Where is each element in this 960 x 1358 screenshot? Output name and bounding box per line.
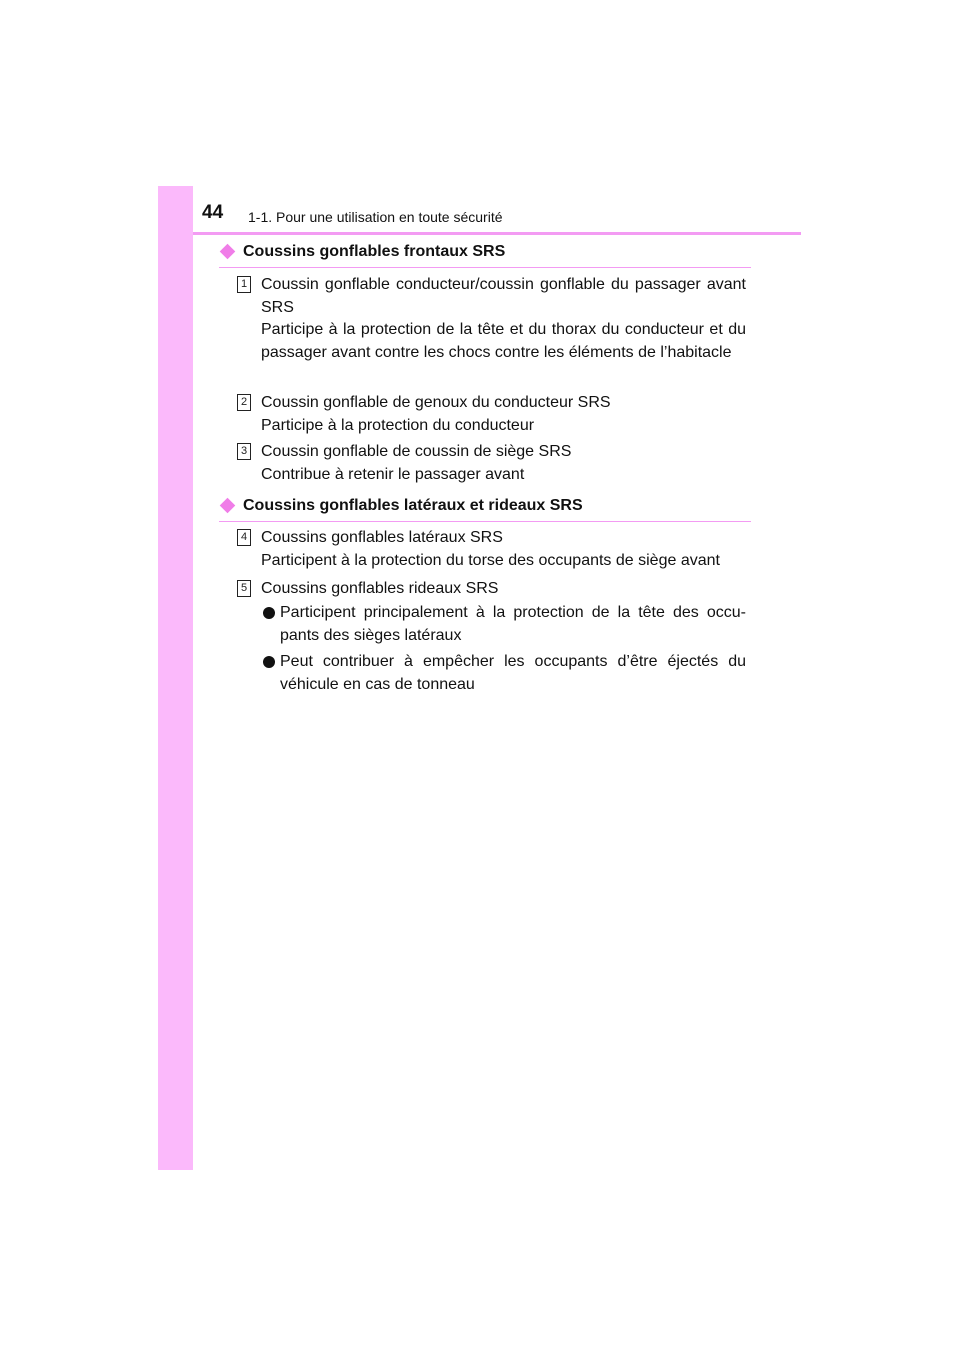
bullet-text: Peut contribuer à empêcher les occupants d’être éjectés du véhicule en cas de tonneau xyxy=(280,653,746,693)
item-title: Coussin gonflable de genoux du conducteur SRS xyxy=(261,394,611,411)
header-rule xyxy=(193,232,801,235)
section-heading-label: Coussins gonflables frontaux SRS xyxy=(243,243,506,260)
item-description: Participent à la protection du torse des occupants de siège avant xyxy=(261,551,720,569)
item-title: Coussin gonflable conducteur/coussin gonflable du passager avant SRS xyxy=(261,276,746,316)
item-number-marker: 5 xyxy=(237,580,251,597)
item-driver-passenger-airbag xyxy=(261,274,746,364)
item-curtain-airbags xyxy=(261,578,746,601)
bullet-item xyxy=(261,602,746,647)
item-description: Participe à la protection de la tête et du thorax du conducteur et du passager avant contre les chocs contre les éléments de l’habitacle xyxy=(261,321,746,361)
item-side-airbags xyxy=(261,527,746,572)
chapter-sidebar-tab xyxy=(158,186,193,1170)
bullet-dot-icon xyxy=(263,607,275,619)
diamond-bullet-icon xyxy=(220,244,236,260)
item-driver-knee-airbag xyxy=(261,392,746,437)
section-heading-frontal xyxy=(219,243,751,268)
chapter-title: 1-1. Pour une utilisation en toute sécurité xyxy=(248,209,503,225)
item-number-marker: 1 xyxy=(237,276,251,293)
item-title: Coussins gonflables latéraux SRS xyxy=(261,529,503,546)
item-title: Coussins gonflables rideaux SRS xyxy=(261,580,499,597)
section-heading-side-curtain xyxy=(219,497,751,522)
item-number-marker: 4 xyxy=(237,529,251,546)
bullet-text: Participent principalement à la protection de la tête des occu-pants des sièges latéraux xyxy=(280,604,746,644)
page-number: 44 xyxy=(202,202,224,223)
item-description: Contribue à retenir le passager avant xyxy=(261,465,525,483)
item-description: Participe à la protection du conducteur xyxy=(261,416,535,434)
bullet-dot-icon xyxy=(263,656,275,668)
diamond-bullet-icon xyxy=(220,498,236,514)
item-number-marker: 2 xyxy=(237,394,251,411)
item-number-marker: 3 xyxy=(237,443,251,460)
section-heading-label: Coussins gonflables latéraux et rideaux SRS xyxy=(243,497,583,514)
item-title: Coussin gonflable de coussin de siège SRS xyxy=(261,443,572,460)
bullet-item xyxy=(261,651,746,696)
item-seat-cushion-airbag xyxy=(261,441,746,486)
